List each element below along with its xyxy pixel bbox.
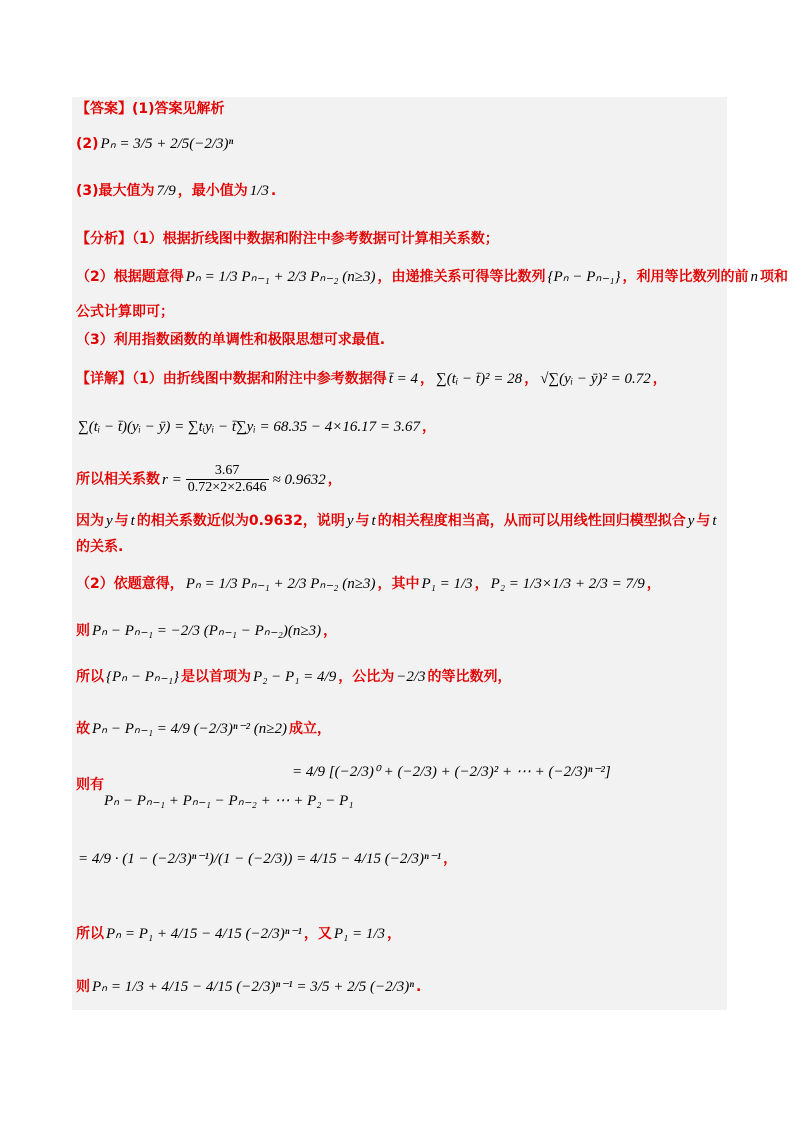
detail-q4-end: 的等比数列， xyxy=(427,669,512,685)
detail-q4-ratio-label: ，公比为 xyxy=(338,669,395,685)
analysis-label: 【分析】 xyxy=(76,231,132,247)
detail-p4-and-2: 与 xyxy=(355,513,370,529)
detail-line-13 xyxy=(76,978,421,996)
detail-p4-t-2: t xyxy=(371,513,376,529)
detail-p3-prefix: 所以相关系数 xyxy=(76,471,160,488)
detail-label: 【详解】 xyxy=(76,371,132,387)
detail-y-sqrt-sum: √∑(yᵢ − ȳ)² = 0.72 xyxy=(540,371,651,387)
detail-q2-mid: ，其中 xyxy=(377,576,420,592)
detail-q5-formula: Pₙ − Pₙ₋₁ = 4/9 (−2/3)ⁿ⁻² (n≥2) xyxy=(92,721,287,737)
detail-line-8 xyxy=(76,668,512,686)
detail-q7-end: ， xyxy=(443,851,458,867)
detail-p4-y-2: y xyxy=(346,513,354,529)
detail-q2-prefix: （2）依题意得， xyxy=(76,576,184,592)
detail-q2-recurrence: Pₙ = 1/3 Pₙ₋₁ + 2/3 Pₙ₋₂ (n≥3) xyxy=(185,576,376,592)
detail-line-12 xyxy=(76,925,401,943)
answer-part3-mid: ，最小值为 xyxy=(177,183,248,199)
detail-q9-end: . xyxy=(416,979,422,995)
detail-line-10-rhs xyxy=(290,763,613,781)
detail-q5-prefix: 故 xyxy=(76,721,90,737)
detail-line-2 xyxy=(76,418,436,436)
detail-q6-prefix: 则有 xyxy=(76,777,104,793)
detail-line-10 xyxy=(76,777,104,794)
detail-t-sum-squares: ∑(tᵢ − t̄)² = 28 xyxy=(436,371,523,387)
detail-line-10-lhs xyxy=(102,792,355,810)
detail-q6-rhs: = 4/9 [(−2/3)⁰ + (−2/3) + (−2/3)² + ⋯ + (−2/3)ⁿ⁻²] xyxy=(292,764,611,780)
analysis-line-2 xyxy=(76,268,788,286)
detail-q4-first-term: P₂ − P₁ = 4/9 xyxy=(253,669,337,685)
detail-line-4 xyxy=(76,512,719,530)
analysis-line2-tail: 项和 xyxy=(760,269,789,285)
detail-r-fraction xyxy=(186,463,269,496)
detail-p4-c: 的相关系数近似为0.9632，说明 xyxy=(136,513,345,529)
detail-covariance-formula: ∑(tᵢ − t̄)(yᵢ − ȳ) = ∑tᵢyᵢ − t̄∑yᵢ = 68.35 − 4×16.17 = 3.67 xyxy=(78,419,420,435)
detail-q2-comma-2: ， xyxy=(646,576,661,592)
detail-p4-y-1: y xyxy=(106,513,113,529)
answer-line-2 xyxy=(76,135,235,153)
detail-line-3 xyxy=(76,463,342,496)
detail-r-numerator: 3.67 xyxy=(186,463,269,480)
detail-line-6 xyxy=(76,575,661,593)
detail-line-7 xyxy=(76,622,337,640)
answer-max-value: 7/9 xyxy=(156,183,176,199)
answer-part3-prefix: (3)最大值为 xyxy=(76,183,155,199)
detail-q2-p1: P₁ = 1/3 xyxy=(421,576,473,592)
detail-q3-prefix: 则 xyxy=(76,623,90,639)
detail-q2-p2: P₂ = 1/3×1/3 + 2/3 = 7/9 xyxy=(490,576,645,592)
detail-q7-formula: = 4/9 · (1 − (−2/3)ⁿ⁻¹)/(1 − (−2/3)) = 4/15 − 4/15 (−2/3)ⁿ⁻¹ xyxy=(78,851,442,867)
analysis-n: n xyxy=(750,269,759,285)
detail-line-11 xyxy=(76,850,457,868)
detail-q8-p1: P₁ = 1/3 xyxy=(333,926,386,942)
detail-p5-de: 的 xyxy=(76,539,90,555)
detail-q3-comma: ， xyxy=(323,623,338,639)
answer-part1: (1)答案见解析 xyxy=(132,101,225,117)
answer-line-3 xyxy=(76,182,276,200)
detail-p4-a: 因为 xyxy=(76,513,104,529)
detail-q8-end: ， xyxy=(387,926,402,942)
detail-p1-comma-2: ， xyxy=(524,371,539,387)
analysis-line1-text: （1）根据折线图中数据和附注中参考数据可计算相关系数； xyxy=(132,231,499,247)
analysis-line-1 xyxy=(76,231,499,248)
analysis-line2-mid: ，由递推关系可得等比数列 xyxy=(377,269,546,285)
detail-p4-t-1: t xyxy=(130,513,135,529)
analysis-recurrence-formula: Pₙ = 1/3 Pₙ₋₁ + 2/3 Pₙ₋₂ (n≥3) xyxy=(185,269,376,285)
detail-q9-formula: Pₙ = 1/3 + 4/15 − 4/15 (−2/3)ⁿ⁻¹ = 3/5 + 2/5 (−2/3)ⁿ xyxy=(92,979,415,995)
analysis-line-3: 公式计算即可； xyxy=(76,304,174,320)
analysis-line2-prefix: （2）根据题意得 xyxy=(76,269,184,285)
detail-q4-mid: 是以首项为 xyxy=(181,669,252,685)
detail-p4-and-1: 与 xyxy=(114,513,129,529)
detail-q9-prefix: 则 xyxy=(76,979,90,995)
analysis-line2-end: ，利用等比数列的前 xyxy=(622,269,749,285)
detail-q4-ratio: −2/3 xyxy=(396,669,426,685)
analysis-line-4: （3）利用指数函数的单调性和极限思想可求最值. xyxy=(76,332,386,348)
detail-q4-prefix: 所以 xyxy=(76,669,104,685)
detail-q8-formula: Pₙ = P₁ + 4/15 − 4/15 (−2/3)ⁿ⁻¹ xyxy=(106,926,302,942)
detail-p3-comma: ， xyxy=(327,471,342,488)
detail-p4-t-3: t xyxy=(712,513,717,529)
answer-part3-end: . xyxy=(270,183,277,199)
answer-min-value: 1/3 xyxy=(249,183,269,199)
detail-line-9 xyxy=(76,720,331,738)
detail-r-denominator: 0.72×2×2.646 xyxy=(187,480,267,496)
answer-label: 【答案】 xyxy=(76,101,132,117)
detail-q5-end: 成立， xyxy=(288,721,331,737)
detail-p4-y-3: y xyxy=(687,513,695,529)
detail-p2-comma: ， xyxy=(421,419,436,435)
detail-r-approx: ≈ 0.9632 xyxy=(272,471,326,488)
detail-q8-prefix: 所以 xyxy=(76,926,104,942)
detail-p4-and-3: 与 xyxy=(696,513,711,529)
detail-q2-comma-1: ， xyxy=(474,576,489,592)
answer-part2-prefix: (2) xyxy=(76,136,99,152)
detail-p5-relation: 关系. xyxy=(90,539,124,555)
answer-part2-formula: Pₙ = 3/5 + 2/5(−2/3)ⁿ xyxy=(100,136,234,152)
detail-q4-sequence: {Pₙ − Pₙ₋₁} xyxy=(106,669,180,685)
detail-p1-comma-1: ， xyxy=(420,371,435,387)
detail-p1-prefix: （1）由折线图中数据和附注中参考数据得 xyxy=(132,371,387,387)
analysis-sequence: {Pₙ − Pₙ₋₁} xyxy=(547,269,621,285)
detail-r-symbol: r = xyxy=(162,471,182,488)
answer-line-1 xyxy=(76,101,225,118)
detail-q6-lhs: Pₙ − Pₙ₋₁ + Pₙ₋₁ − Pₙ₋₂ + ⋯ + P₂ − P₁ xyxy=(104,793,354,809)
detail-t-mean: t̄ = 4 xyxy=(388,371,419,387)
detail-p4-d: 的相关程度相当高，从而可以用线性回归模型拟合 xyxy=(377,513,686,529)
detail-q3-formula: Pₙ − Pₙ₋₁ = −2/3 (Pₙ₋₁ − Pₙ₋₂)(n≥3) xyxy=(92,623,322,639)
detail-line-5 xyxy=(76,539,123,556)
detail-p1-comma-3: ， xyxy=(652,371,667,387)
detail-line-1 xyxy=(76,370,667,388)
detail-q8-mid: ，又 xyxy=(303,926,332,942)
